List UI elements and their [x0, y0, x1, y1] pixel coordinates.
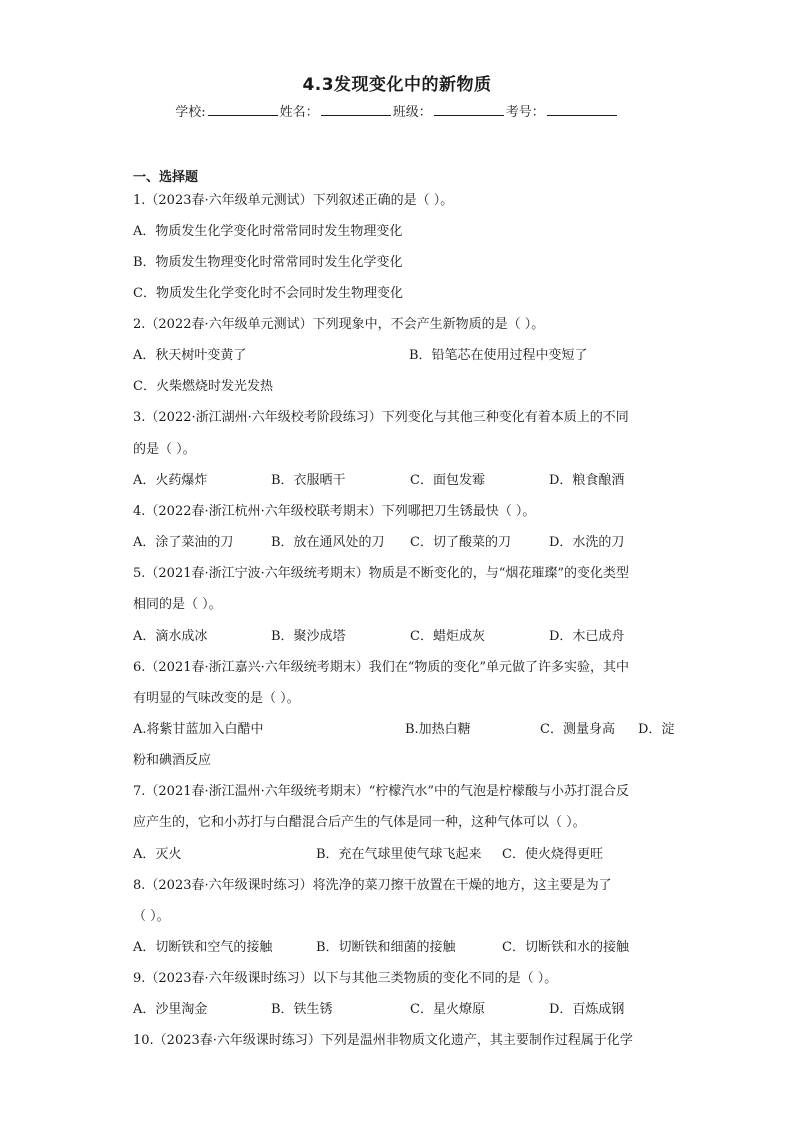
question-stem: 应产生的，它和小苏打与白醋混合后产生的气体是同一种，这种气体可以（ ）。 [133, 815, 586, 830]
question-stem: 2.（2022春·六年级单元测试）下列现象中，不会产生新物质的是（ ）。 [133, 317, 545, 332]
question-option: D．水洗的刀 [549, 535, 625, 550]
question-option: C．星火燎原 [410, 1002, 485, 1017]
class-blank[interactable] [434, 103, 504, 116]
question-option: B．切断铁和细菌的接触 [316, 940, 456, 955]
question-option: C．面包发霉 [410, 473, 485, 488]
question-option: A．涂了菜油的刀 [133, 535, 234, 550]
question-option: A．物质发生化学变化时常常同时发生物理变化 [133, 224, 403, 239]
question-stem: 9.（2023春·六年级课时练习）以下与其他三类物质的变化不同的是（ ）。 [133, 971, 558, 986]
question-option: B.加热白糖 [405, 722, 471, 737]
question-option: C．物质发生化学变化时不会同时发生物理变化 [133, 286, 403, 301]
question-option: A.将紫甘蓝加入白醋中 [133, 722, 264, 737]
page-title: 4.3发现变化中的新物质 [302, 75, 492, 95]
question-option: A．沙里淘金 [133, 1002, 208, 1017]
question-stem: 6.（2021春·浙江嘉兴·六年级统考期末）我们在“物质的变化”单元做了许多实验，其中 [133, 660, 630, 675]
question-stem: 的是（ ）。 [133, 442, 196, 457]
question-option: A．灭火 [133, 847, 182, 862]
question-option: B．铅笔芯在使用过程中变短了 [409, 348, 588, 363]
section-title: 一、选择题 [133, 170, 199, 185]
question-stem: 5.（2021春·浙江宁波·六年级统考期末）物质是不断变化的，与“烟花璀璨”的变化类型 [133, 566, 630, 581]
question-stem: 3.（2022·浙江湖州·六年级校考阶段练习）下列变化与其他三种变化有着本质上的不同 [133, 410, 629, 425]
question-option: D．木已成舟 [549, 629, 625, 644]
option-row [133, 471, 733, 491]
school-blank[interactable] [208, 103, 278, 116]
class-label: 班级： [392, 105, 432, 120]
question-option: C．使火烧得更旺 [502, 847, 603, 862]
exam-number-label: 考号： [505, 105, 545, 120]
exam-number-blank[interactable] [547, 103, 617, 116]
name-blank[interactable] [321, 103, 391, 116]
question-option: D．淀 [638, 722, 675, 737]
question-stem: 有明显的气味改变的是（ ）。 [133, 691, 300, 706]
question-option: C．切断铁和水的接触 [502, 940, 629, 955]
option-row [133, 533, 733, 553]
student-info-row [0, 101, 794, 120]
question-option: A．秋天树叶变黄了 [133, 348, 247, 363]
question-option: B．物质发生物理变化时常常同时发生化学变化 [133, 255, 403, 270]
question-stem: （ ）。 [133, 909, 170, 924]
question-option: C．火柴燃烧时发光发热 [133, 379, 273, 394]
question-option: B．充在气球里使气球飞起来 [316, 847, 482, 862]
name-label: 姓名： [279, 105, 319, 120]
question-stem: 8.（2023春·六年级课时练习）将洗净的菜刀擦干放置在干燥的地方，这主要是为了 [133, 878, 612, 893]
question-option: B．铁生锈 [271, 1002, 333, 1017]
question-option: D．百炼成钢 [549, 1002, 625, 1017]
question-stem: 4.（2022春·浙江杭州·六年级校联考期末）下列哪把刀生锈最快（ ）。 [133, 504, 536, 519]
question-option: B．衣服晒干 [271, 473, 346, 488]
option-row [133, 627, 733, 647]
option-row [133, 1000, 733, 1020]
question-option: C．切了酸菜的刀 [410, 535, 511, 550]
option-row [133, 720, 733, 740]
question-option: C．蜡炬成灰 [410, 629, 485, 644]
option-row [133, 938, 733, 958]
school-label: 学校: [175, 105, 206, 120]
question-option: A．切断铁和空气的接触 [133, 940, 273, 955]
question-stem: 相同的是（ ）。 [133, 597, 222, 612]
question-option: B．放在通风处的刀 [271, 535, 385, 550]
question-option: B．聚沙成塔 [271, 629, 346, 644]
question-option-continued: 粉和碘酒反应 [133, 753, 212, 768]
question-stem: 1.（2023春·六年级单元测试）下列叙述正确的是（ ）。 [133, 193, 454, 208]
question-stem: 10.（2023春·六年级课时练习）下列是温州非物质文化遗产，其主要制作过程属于化学 [133, 1033, 633, 1048]
question-option: A．滴水成冰 [133, 629, 208, 644]
question-option: C．测量身高 [540, 722, 615, 737]
option-row [133, 845, 733, 865]
question-option: A．火药爆炸 [133, 473, 208, 488]
option-row [133, 346, 733, 366]
question-option: D．粮食酿酒 [549, 473, 625, 488]
question-stem: 7.（2021春·浙江温州·六年级统考期末）“柠檬汽水”中的气泡是柠檬酸与小苏打混合反 [133, 784, 630, 799]
